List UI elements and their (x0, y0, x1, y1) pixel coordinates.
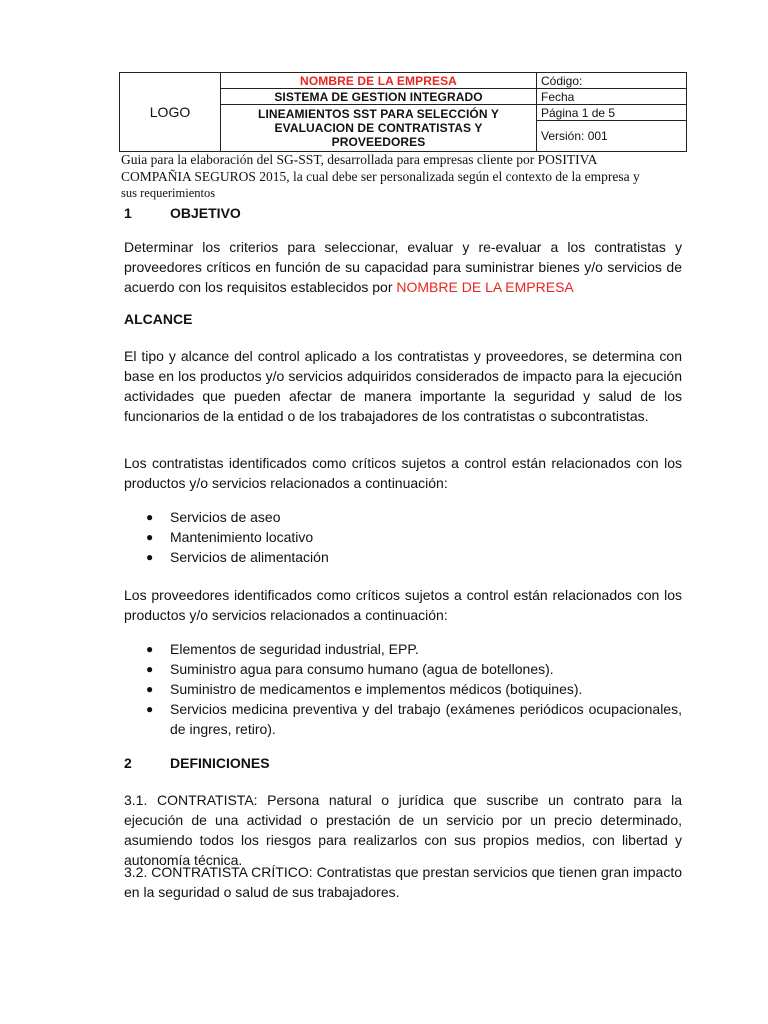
list-item: ● Suministro de medicamentos e implementos médicos (botiquines). (146, 681, 583, 697)
contratistas-intro: Los contratistas identificados como críticos sujetos a control están relacionados con los productos y/o servicios relacionados a continuación: (124, 455, 682, 491)
definition-contratista-critico: 3.2. CONTRATISTA CRÍTICO: Contratistas que prestan servicios que tienen gran impacto en la seguridad o salud de sus trabajadores. (124, 864, 682, 900)
list-item: ● Elementos de seguridad industrial, EPP. (146, 641, 419, 657)
version-label: Versión: 001 (537, 121, 687, 152)
logo-placeholder: LOGO (120, 73, 221, 152)
header-table (119, 72, 687, 152)
objetivo-text: Determinar los criterios para seleccionar, evaluar y re-evaluar a los contratistas y proveedores críticos en función de su capacidad para suministrar bienes y/o servicios de acuerdo con los requisitos establecidos por (124, 239, 682, 295)
list-item: ● Servicios de aseo (146, 509, 281, 525)
heading-objetivo (124, 205, 241, 221)
objetivo-paragraph (124, 237, 682, 297)
heading-alcance (124, 311, 192, 327)
system-name: SISTEMA DE GESTION INTEGRADO (221, 89, 537, 105)
contratistas-list (124, 507, 682, 567)
document-title (221, 105, 537, 152)
guide-line-1: Guia para la elaboración del SG-SST, desarrollada para empresas cliente por POSITIVA (121, 152, 598, 167)
proveedores-intro: Los proveedores identificados como críticos sujetos a control están relacionados con los productos y/o servicios relacionados a continuación: (124, 587, 682, 623)
list-item: ● Servicios de alimentación (146, 549, 329, 565)
title-line-3: PROVEEDORES (331, 135, 426, 149)
title-line-1: LINEAMIENTOS SST PARA SELECCIÓN Y (258, 107, 499, 121)
list-item: ● Suministro agua para consumo humano (agua de botellones). (146, 661, 554, 677)
heading-text: OBJETIVO (170, 205, 241, 221)
heading-definiciones (124, 755, 270, 771)
heading-text: DEFINICIONES (170, 755, 270, 771)
objetivo-company: NOMBRE DE LA EMPRESA (396, 279, 574, 295)
company-name: NOMBRE DE LA EMPRESA (221, 73, 537, 89)
list-item: ● Servicios medicina preventiva y del trabajo (exámenes periódicos ocupacionales, de ingres, retiro). (146, 701, 682, 737)
definition-contratista: 3.1. CONTRATISTA: Persona natural o jurídica que suscribe un contrato para la ejecución de una actividad o prestación de un servicio por un precio determinado, asumiendo todos los riesgos para realizarlos con sus propios medios, con libertad y autonomía técnica. (124, 792, 682, 868)
guide-line-3: sus requerimientos (121, 186, 216, 200)
date-label: Fecha (537, 89, 687, 105)
page-number: Página 1 de 5 (537, 105, 687, 121)
proveedores-list (124, 639, 682, 739)
heading-number: 2 (124, 755, 132, 771)
guide-note (121, 151, 711, 202)
list-item: ● Mantenimiento locativo (146, 529, 314, 545)
guide-line-2: COMPAÑIA SEGUROS 2015, la cual debe ser personalizada según el contexto de la empresa y (121, 169, 640, 184)
code-label: Código: (537, 73, 687, 89)
alcance-paragraph: El tipo y alcance del control aplicado a los contratistas y proveedores, se determina con base en los productos y/o servicios adquiridos considerados de impacto para la ejecución actividades que pueden afectar de manera importante la seguridad y salud de los funcionarios de la entidad o de los trabajadores de los contratistas o subcontratistas. (124, 348, 682, 424)
heading-number: 1 (124, 205, 132, 221)
title-line-2: EVALUACION DE CONTRATISTAS Y (274, 121, 483, 135)
heading-text: ALCANCE (124, 311, 193, 327)
